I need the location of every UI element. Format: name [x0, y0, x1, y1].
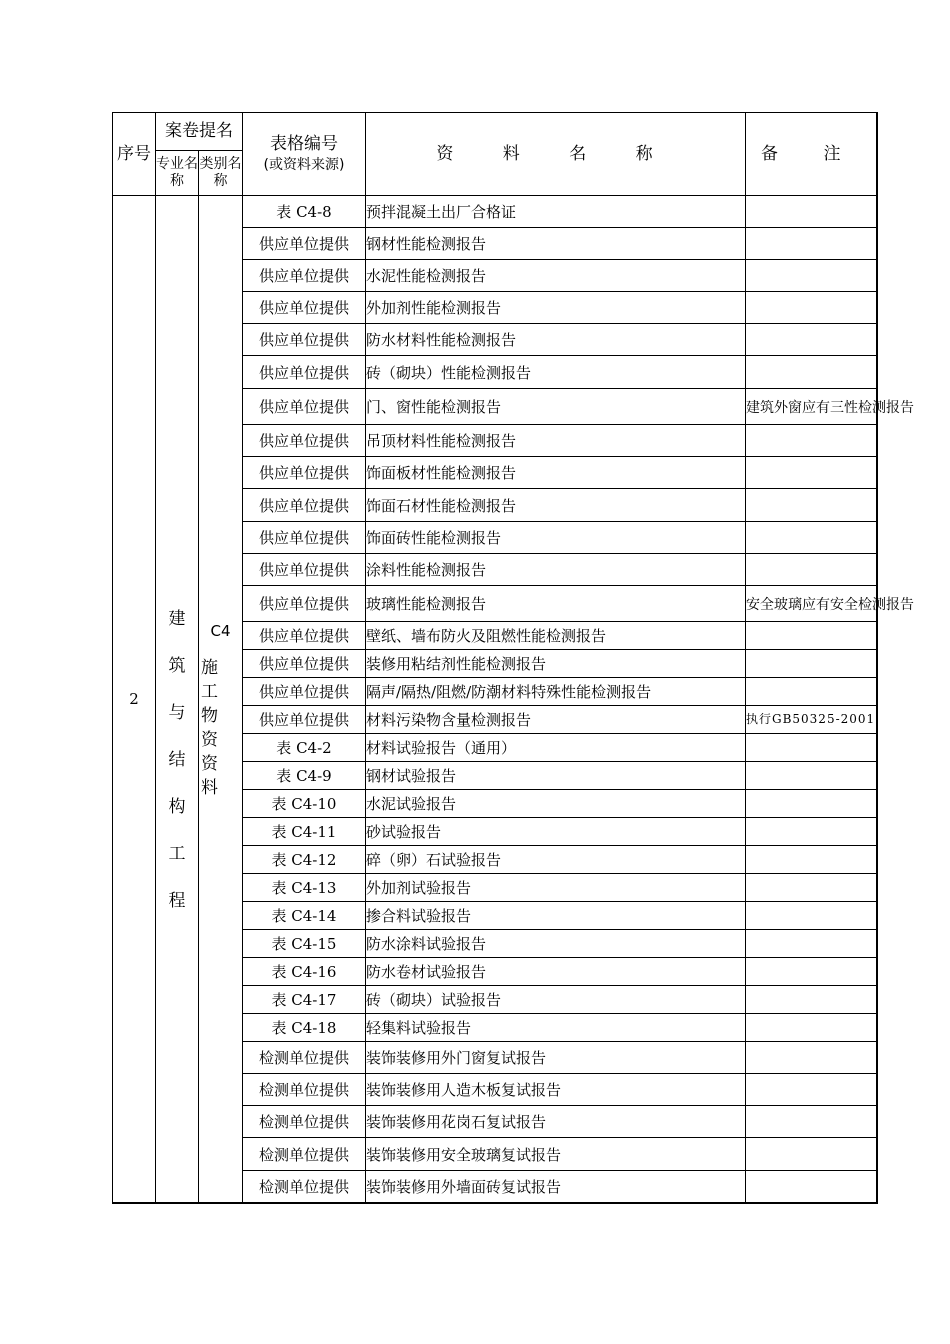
row-form-code: 检测单位提供	[243, 1074, 366, 1106]
row-doc-name: 防水材料性能检测报告	[366, 324, 746, 356]
row-note	[746, 622, 877, 650]
row-note	[746, 902, 877, 930]
row-note: 执行GB50325-2001	[746, 706, 877, 734]
row-note	[746, 846, 877, 874]
row-note	[746, 1106, 877, 1138]
row-form-code: 供应单位提供	[243, 678, 366, 706]
row-doc-name: 钢材性能检测报告	[366, 228, 746, 260]
major-char: 程	[168, 891, 186, 912]
header-form-no	[243, 113, 366, 196]
row-form-code: 表 C4-12	[243, 846, 366, 874]
row-note	[746, 554, 877, 586]
row-form-code: 表 C4-8	[243, 196, 366, 228]
row-note	[746, 790, 877, 818]
group-category	[199, 196, 243, 1203]
row-form-code: 供应单位提供	[243, 324, 366, 356]
group-seq: 2	[113, 196, 156, 1203]
row-doc-name: 装饰装修用安全玻璃复试报告	[366, 1138, 746, 1171]
row-note	[746, 457, 877, 489]
row-form-code: 供应单位提供	[243, 706, 366, 734]
major-char: 与	[168, 703, 186, 724]
row-doc-name: 预拌混凝土出厂合格证	[366, 196, 746, 228]
row-form-code: 检测单位提供	[243, 1042, 366, 1074]
row-form-code: 供应单位提供	[243, 356, 366, 389]
row-form-code: 表 C4-14	[243, 902, 366, 930]
category-code: C4	[210, 621, 231, 640]
row-doc-name: 涂料性能检测报告	[366, 554, 746, 586]
row-note	[746, 228, 877, 260]
row-note	[746, 650, 877, 678]
row-doc-name: 防水卷材试验报告	[366, 958, 746, 986]
row-note	[746, 292, 877, 324]
major-char: 结	[168, 750, 186, 771]
major-char: 建	[168, 609, 186, 630]
row-doc-name: 隔声/隔热/阻燃/防潮材料特殊性能检测报告	[366, 678, 746, 706]
row-form-code: 表 C4-17	[243, 986, 366, 1014]
row-doc-name: 防水涂料试验报告	[366, 930, 746, 958]
row-note	[746, 196, 877, 228]
row-doc-name: 钢材试验报告	[366, 762, 746, 790]
row-note	[746, 425, 877, 457]
header-note: 备 注	[746, 113, 877, 196]
row-form-code: 表 C4-15	[243, 930, 366, 958]
major-char: 构	[168, 797, 186, 818]
row-doc-name: 砖（砌块）性能检测报告	[366, 356, 746, 389]
row-note	[746, 324, 877, 356]
row-doc-name: 吊顶材料性能检测报告	[366, 425, 746, 457]
row-doc-name: 材料试验报告（通用）	[366, 734, 746, 762]
row-doc-name: 装饰装修用人造木板复试报告	[366, 1074, 746, 1106]
row-note	[746, 1138, 877, 1171]
row-doc-name: 门、窗性能检测报告	[366, 389, 746, 425]
row-doc-name: 砖（砌块）试验报告	[366, 986, 746, 1014]
row-note	[746, 930, 877, 958]
row-form-code: 检测单位提供	[243, 1138, 366, 1171]
row-note	[746, 818, 877, 846]
row-form-code: 供应单位提供	[243, 586, 366, 622]
header-form-no-label: 表格编号	[270, 134, 338, 155]
row-form-code: 表 C4-2	[243, 734, 366, 762]
row-doc-name: 玻璃性能检测报告	[366, 586, 746, 622]
row-form-code: 供应单位提供	[243, 522, 366, 554]
row-form-code: 供应单位提供	[243, 554, 366, 586]
row-form-code: 表 C4-13	[243, 874, 366, 902]
row-note	[746, 356, 877, 389]
row-note	[746, 522, 877, 554]
row-doc-name: 装饰装修用花岗石复试报告	[366, 1106, 746, 1138]
row-doc-name: 饰面板材性能检测报告	[366, 457, 746, 489]
row-note	[746, 874, 877, 902]
row-note	[746, 489, 877, 522]
row-note	[746, 1171, 877, 1203]
row-note: 建筑外窗应有三性检测报告	[746, 389, 877, 425]
category-label: 施工物资资料	[201, 657, 224, 798]
row-note	[746, 958, 877, 986]
major-char: 工	[168, 844, 186, 865]
row-note	[746, 1042, 877, 1074]
row-form-code: 供应单位提供	[243, 622, 366, 650]
row-note	[746, 1014, 877, 1042]
header-major-name: 专业名称	[156, 151, 199, 196]
archive-table	[112, 112, 914, 1204]
header-doc-name: 资 料 名 称	[366, 113, 746, 196]
row-doc-name: 砂试验报告	[366, 818, 746, 846]
major-char: 筑	[168, 656, 186, 677]
row-doc-name: 壁纸、墙布防火及阻燃性能检测报告	[366, 622, 746, 650]
row-doc-name: 装饰装修用外门窗复试报告	[366, 1042, 746, 1074]
row-note: 安全玻璃应有安全检测报告	[746, 586, 877, 622]
row-form-code: 供应单位提供	[243, 292, 366, 324]
row-doc-name: 水泥试验报告	[366, 790, 746, 818]
row-doc-name: 外加剂性能检测报告	[366, 292, 746, 324]
header-case-title: 案卷提名	[156, 113, 243, 151]
row-doc-name: 装饰装修用外墙面砖复试报告	[366, 1171, 746, 1203]
row-form-code: 表 C4-18	[243, 1014, 366, 1042]
group-major	[156, 196, 199, 1203]
row-note	[746, 1074, 877, 1106]
row-note	[746, 762, 877, 790]
row-form-code: 供应单位提供	[243, 489, 366, 522]
row-form-code: 供应单位提供	[243, 260, 366, 292]
row-doc-name: 轻集料试验报告	[366, 1014, 746, 1042]
row-form-code: 供应单位提供	[243, 425, 366, 457]
row-doc-name: 碎（卵）石试验报告	[366, 846, 746, 874]
row-doc-name: 饰面砖性能检测报告	[366, 522, 746, 554]
row-form-code: 供应单位提供	[243, 389, 366, 425]
row-note	[746, 260, 877, 292]
row-form-code: 供应单位提供	[243, 228, 366, 260]
row-form-code: 检测单位提供	[243, 1171, 366, 1203]
row-form-code: 表 C4-10	[243, 790, 366, 818]
header-seq: 序号	[113, 113, 156, 196]
row-form-code: 表 C4-9	[243, 762, 366, 790]
table-row	[113, 196, 877, 228]
row-doc-name: 掺合料试验报告	[366, 902, 746, 930]
header-form-source: (或资料来源)	[263, 156, 345, 173]
row-form-code: 供应单位提供	[243, 650, 366, 678]
row-doc-name: 装修用粘结剂性能检测报告	[366, 650, 746, 678]
row-note	[746, 678, 877, 706]
header-category-name: 类别名称	[199, 151, 243, 196]
row-form-code: 表 C4-16	[243, 958, 366, 986]
row-doc-name: 外加剂试验报告	[366, 874, 746, 902]
row-doc-name: 水泥性能检测报告	[366, 260, 746, 292]
row-doc-name: 材料污染物含量检测报告	[366, 706, 746, 734]
row-note	[746, 734, 877, 762]
row-form-code: 供应单位提供	[243, 457, 366, 489]
row-doc-name: 饰面石材性能检测报告	[366, 489, 746, 522]
row-note	[746, 986, 877, 1014]
row-form-code: 检测单位提供	[243, 1106, 366, 1138]
row-form-code: 表 C4-11	[243, 818, 366, 846]
